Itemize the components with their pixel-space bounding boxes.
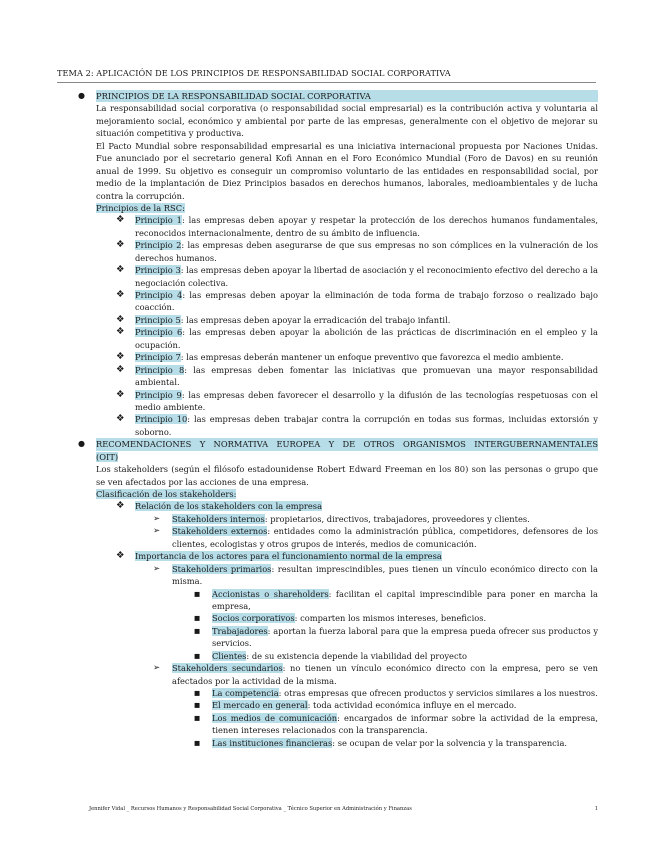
paragraph-text: anual de 1999. Su objetivo es conseguir un compromiso voluntario de las entidades en responsabilidad social, por: [96, 165, 598, 176]
sub-item-label: El mercado en general: [212, 700, 308, 711]
principle-text: las empresas deben trabajar contra la corrupción en todas sus formas, incluidas extorsión y: [194, 414, 598, 425]
square-bullet-icon: ■: [194, 651, 201, 660]
principle-text: las empresas deben fomentar las iniciativas que promuevan una mayor responsabilidad: [193, 364, 599, 375]
principle-item: [116, 313, 598, 326]
principle-continuation: [135, 426, 598, 438]
separator: :: [182, 327, 190, 338]
diamond-bullet-icon: ❖: [116, 413, 125, 425]
sub-item-label: Socios corporativos: [212, 613, 295, 624]
group-heading-text: Relación de los stakeholders con la empresa: [135, 501, 323, 512]
arrow-bullet-icon: ➢: [153, 513, 161, 524]
stakeholder-text: clientes, ecologistas y otros grupos de interés, medios de comunicación.: [172, 538, 477, 549]
principle-continuation: [135, 301, 598, 313]
sub-item-label: La competencia: [212, 688, 279, 698]
separator: :: [181, 389, 189, 400]
principle-label: Principio 9: [135, 389, 182, 400]
subheading-text: Principios de la RSC:: [96, 202, 185, 213]
square-bullet-icon: ■: [194, 689, 201, 697]
principle-label: Principio 10: [135, 414, 188, 425]
separator: :: [246, 650, 252, 661]
separator: :: [328, 588, 336, 599]
paragraph-text: mejoramiento social, económico y ambiental por parte de las empresas, generalmente con el objetivo de mejorar su: [96, 115, 598, 126]
sub-item-text: se ocupan de velar por la solvencia y la transparencia.: [337, 737, 568, 748]
diamond-bullet-icon: ❖: [116, 326, 125, 338]
separator: :: [180, 352, 187, 363]
principle-item: [116, 413, 598, 425]
subheading: [96, 488, 598, 500]
subheading-text: Clasificación de los stakeholders:: [96, 489, 237, 499]
sub-item-text: facilitan el capital imprescindible para poner en marcha la: [335, 588, 599, 599]
principle-text: reconocidos internacionalmente, dentro de su ámbito de influencia.: [135, 227, 420, 238]
separator: :: [332, 737, 338, 748]
principle-item: [116, 326, 598, 338]
arrow-bullet-icon: ➢: [153, 663, 161, 674]
principle-item: [116, 388, 598, 401]
principle-continuation: [135, 277, 598, 289]
square-bullet-icon: ■: [194, 701, 201, 710]
separator: :: [181, 215, 189, 226]
paragraph-line: [96, 140, 598, 152]
square-bullet-icon: ■: [194, 738, 201, 747]
principle-text: las empresas deben apoyar la libertad de asociación y el reconocimiento efectivo del derecho a la: [186, 265, 598, 276]
separator: :: [180, 314, 187, 325]
principle-item: [116, 289, 598, 301]
sub-item-text: servicios.: [212, 638, 252, 649]
diamond-bullet-icon: ❖: [116, 239, 125, 251]
stakeholder-continuation: [172, 675, 598, 687]
page-number: 1: [594, 806, 598, 812]
stakeholder-text: : no tienen un vínculo económico directo con la empresa, pero se ven: [282, 663, 599, 674]
document-body: [0, 90, 655, 749]
diamond-bullet-icon: ❖: [116, 351, 125, 363]
stakeholder-item: [153, 563, 598, 575]
principle-label: Principio 8: [135, 364, 185, 375]
diamond-bullet-icon: ❖: [116, 214, 125, 226]
title-rule: [57, 82, 596, 83]
separator: :: [307, 700, 313, 711]
sub-item-label: Las instituciones financieras: [212, 737, 333, 748]
group-heading: [116, 500, 598, 512]
sub-item-continuation: [212, 600, 598, 612]
diamond-bullet-icon: ❖: [116, 289, 125, 300]
principle-label: Principio 4: [135, 290, 183, 300]
section-heading: [78, 438, 598, 450]
stakeholder-continuation: [172, 538, 598, 550]
arrow-bullet-icon: ➢: [153, 526, 161, 537]
principle-text: derechos humanos.: [135, 252, 217, 263]
paragraph-text: medio de la implantación de Diez Principios basados en derechos humanos, laborales, medioambientales y de lucha: [96, 178, 598, 189]
sub-item-label: Trabajadores: [212, 625, 268, 636]
principle-label: Principio 3: [135, 265, 181, 276]
sub-item: [194, 737, 598, 749]
sub-item-text: tienen intereses relacionados con la transparencia.: [212, 725, 428, 736]
square-bullet-icon: ■: [194, 626, 201, 635]
paragraph-line: [96, 463, 598, 475]
paragraph-text: El Pacto Mundial sobre responsabilidad empresarial es una iniciativa internacional propuesta por Naciones Unidas.: [96, 140, 598, 151]
principle-item: [116, 264, 598, 276]
sub-item-text: empresa,: [212, 600, 251, 611]
principle-label: Principio 1: [135, 215, 182, 226]
paragraph-line: [96, 115, 598, 127]
stakeholder-label: Stakeholders internos: [172, 513, 265, 524]
separator: :: [267, 625, 274, 636]
principle-text: ocupación.: [135, 339, 181, 350]
principle-text: medio ambiente.: [135, 401, 206, 412]
sub-item: [194, 588, 599, 600]
separator: :: [180, 265, 187, 276]
principle-continuation: [135, 227, 598, 239]
stakeholder-continuation: [172, 575, 598, 587]
principle-continuation: [135, 339, 598, 351]
sub-item-text: otras empresas que ofrecen productos y servicios similares a los nuestros.: [284, 688, 598, 698]
sub-item-label: Los medios de comunicación: [212, 712, 338, 723]
sub-item-text: toda actividad económica influye en el mercado.: [313, 700, 517, 711]
square-bullet-icon: ■: [194, 713, 201, 722]
principle-text: ambiental.: [135, 377, 180, 388]
principle-item: [116, 363, 599, 376]
sub-item-text: encargados de informar sobre la actividad de la empresa,: [343, 712, 598, 723]
separator: :: [187, 414, 194, 425]
paragraph-text: contra la corrupción.: [96, 190, 185, 201]
principle-text: soborno.: [135, 426, 172, 437]
diamond-bullet-icon: ❖: [116, 500, 125, 512]
principle-text: las empresas deben asegurarse de que sus empresas no son cómplices en la vulneración de los: [187, 240, 598, 251]
principle-item: [116, 351, 598, 363]
stakeholder-text: : entidades como la administración pública, competidores, defensores de los: [267, 526, 598, 537]
separator: :: [181, 240, 188, 251]
arrow-bullet-icon: ➢: [153, 563, 161, 574]
paragraph-text: La responsabilidad social corporativa (o responsabilidad social empresarial) es la contribución activa y voluntaria al: [96, 103, 598, 114]
stakeholder-text: misma.: [172, 576, 203, 587]
paragraph-line: [96, 152, 598, 164]
section-heading: [78, 90, 598, 102]
principle-text: negociación colectiva.: [135, 277, 229, 288]
page-footer: [89, 806, 598, 812]
sub-item-text: de su existencia depende la viabilidad del proyecto: [251, 650, 467, 661]
group-heading: [116, 550, 598, 562]
principle-text: las empresas deben apoyar la abolición de las prácticas de discriminación en el empleo y la: [189, 327, 598, 338]
principle-continuation: [135, 376, 598, 388]
stakeholder-label: Stakeholders primarios: [172, 563, 272, 574]
diamond-bullet-icon: ❖: [116, 264, 125, 276]
section-heading-cont: [96, 451, 598, 463]
sub-item: [194, 625, 598, 637]
diamond-bullet-icon: ❖: [116, 550, 125, 562]
principle-text: coacción.: [135, 302, 175, 313]
paragraph-line: [96, 102, 598, 114]
stakeholder-item: [153, 525, 598, 537]
sub-item-continuation: [212, 724, 598, 736]
group-heading-text: Importancia de los actores para el funcionamiento normal de la empresa: [135, 551, 442, 562]
principle-text: las empresas deben apoyar la erradicación del trabajo infantil.: [186, 314, 451, 325]
sub-item: [194, 712, 598, 724]
square-bullet-icon: ■: [194, 614, 201, 623]
sub-item-text: aportan la fuerza laboral para que la empresa pueda ofrecer sus productos y: [273, 625, 598, 636]
footer-text: Jennifer Vidal _ Recursos Humanos y Responsabilidad Social Corporativa _ Técnico Superior en Administración y Finanzas: [89, 806, 412, 812]
section-heading-text: PRINCIPIOS DE LA RESPONSABILIDAD SOCIAL CORPORATIVA: [96, 90, 598, 102]
sub-item-label: Clientes: [212, 650, 247, 661]
sub-item-text: comparten los mismos intereses, beneficios.: [300, 613, 487, 624]
bullet-dot-icon: ●: [78, 91, 85, 100]
stakeholder-label: Stakeholders secundarios: [172, 663, 283, 674]
diamond-bullet-icon: ❖: [116, 388, 125, 400]
section-heading-text: RECOMENDACIONES Y NORMATIVA EUROPEA Y DE OTROS ORGANISMOS INTERGUBERNAMENTALES: [96, 439, 598, 450]
stakeholder-item: [153, 662, 599, 674]
stakeholder-text: : resultan imprescindibles, pues tienen un vínculo económico directo con la: [271, 563, 598, 574]
document-title: TEMA 2: APLICACIÓN DE LOS PRINCIPIOS DE RESPONSABILIDAD SOCIAL CORPORATIVA: [57, 68, 451, 78]
separator: :: [182, 290, 190, 300]
separator: :: [278, 688, 285, 698]
principle-text: las empresas deben apoyar la eliminación de toda forma de trabajo forzoso o realizado bajo: [189, 290, 598, 300]
separator: :: [337, 712, 344, 723]
sub-item: [194, 650, 598, 662]
subheading: [96, 202, 598, 214]
section-heading-text: (OIT): [96, 451, 119, 462]
square-bullet-icon: ■: [194, 589, 201, 598]
paragraph-text: situación competitiva y productiva.: [96, 128, 244, 139]
sub-item: [194, 687, 598, 699]
paragraph-text: Fue anunciado por el secretario general Kofi Annan en el Foro Económico Mundial (Foro de Davos) en su reunión: [96, 153, 598, 164]
separator: :: [294, 613, 301, 624]
principle-continuation: [135, 252, 598, 264]
sub-item-label: Accionistas o shareholders: [212, 588, 329, 599]
principle-label: Principio 6: [135, 327, 183, 338]
paragraph-text: se ven afectados por las acciones de una empresa.: [96, 476, 309, 487]
paragraph-line: [96, 127, 598, 139]
stakeholder-label: Stakeholders externos: [172, 526, 268, 537]
principle-text: las empresas deben favorecer el desarrollo y la difusión de las tecnologías respetuosas con el: [188, 389, 598, 400]
stakeholder-text: afectados por la actividad de la misma.: [172, 675, 337, 686]
diamond-bullet-icon: ❖: [116, 363, 125, 375]
stakeholder-item: [153, 513, 598, 525]
principle-label: Principio 7: [135, 352, 181, 363]
separator: :: [184, 364, 194, 375]
sub-item: [194, 612, 598, 624]
principle-label: Principio 2: [135, 240, 182, 251]
paragraph-line: [96, 476, 598, 488]
principle-continuation: [135, 401, 598, 413]
paragraph-text: Los stakeholders (según el filósofo estadounidense Robert Edward Freeman en los 80) son las personas o grupo que: [96, 464, 598, 475]
stakeholder-text: : propietarios, directivos, trabajadores, proveedores y clientes.: [264, 513, 530, 524]
principle-text: las empresas deben apoyar y respetar la protección de los derechos humanos fundamentales,: [188, 215, 598, 226]
principle-item: [116, 239, 598, 251]
diamond-bullet-icon: ❖: [116, 313, 125, 325]
paragraph-line: [96, 190, 598, 202]
principle-text: las empresas deberán mantener un enfoque preventivo que favorezca el medio ambiente.: [186, 352, 564, 363]
sub-item: [194, 699, 598, 711]
sub-item-continuation: [212, 637, 598, 649]
principle-label: Principio 5: [135, 314, 181, 325]
principle-item: [116, 214, 598, 226]
paragraph-line: [96, 165, 598, 177]
bullet-dot-icon: ●: [78, 439, 85, 449]
paragraph-line: [96, 177, 598, 189]
